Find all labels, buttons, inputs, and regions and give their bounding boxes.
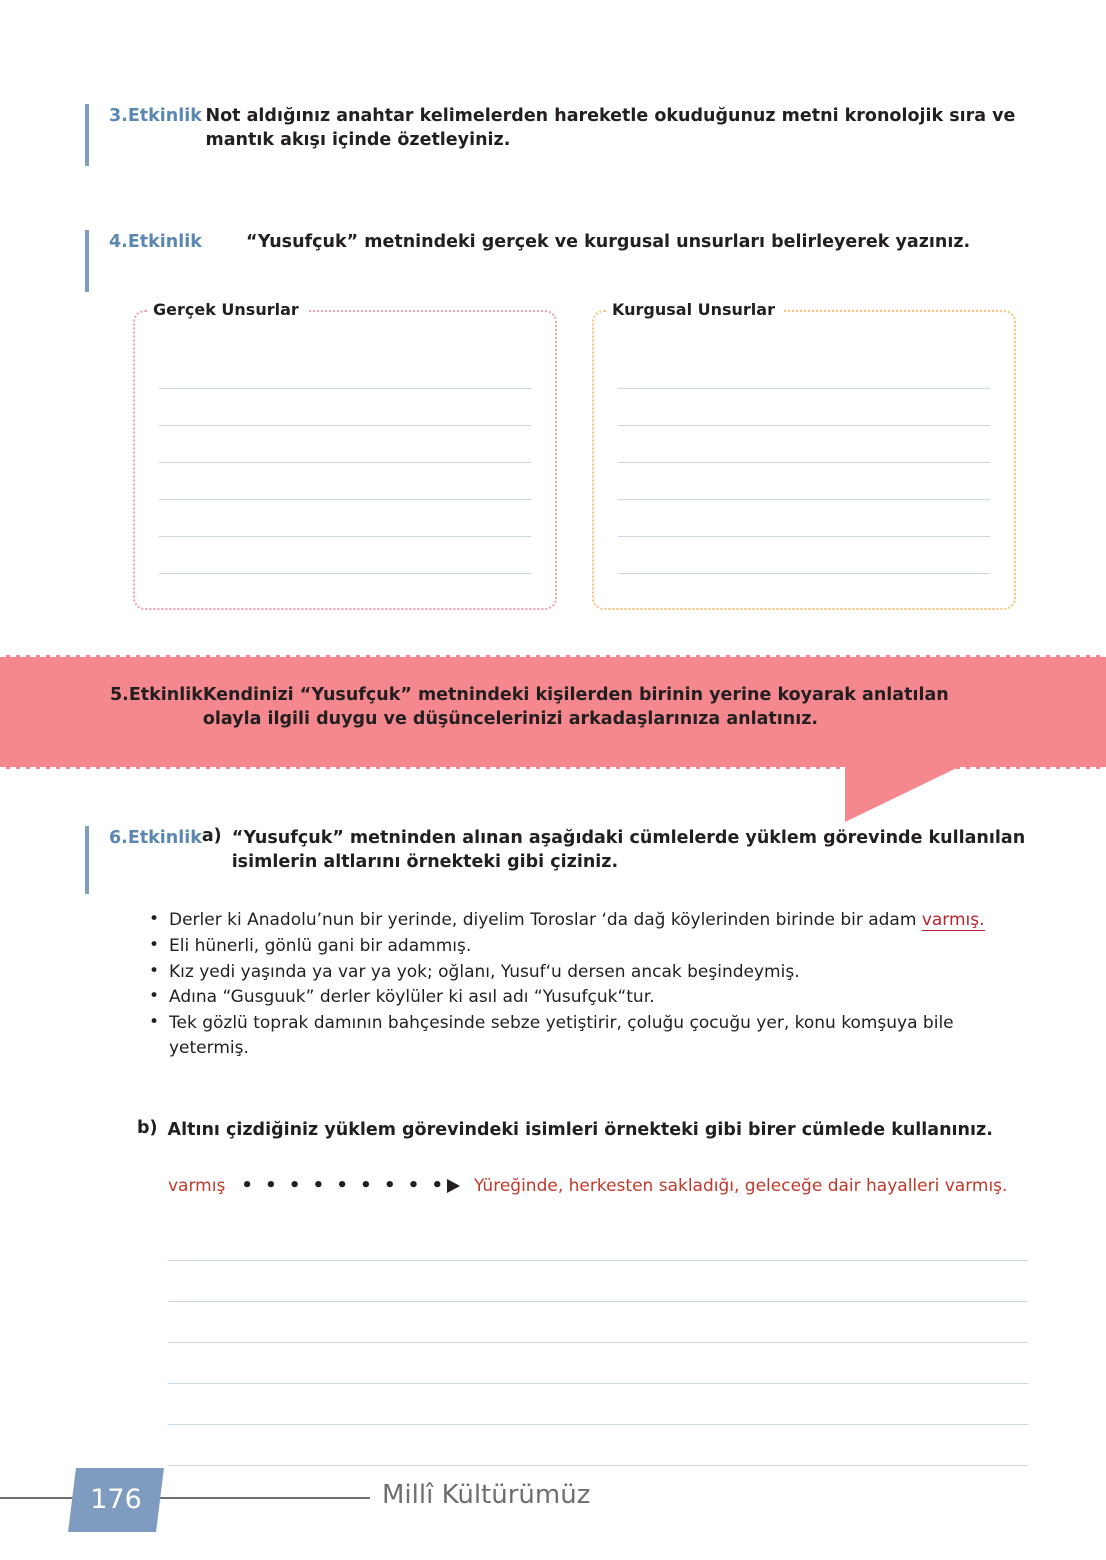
write-line[interactable] [618,352,990,389]
write-line[interactable] [168,1220,1028,1261]
activity-4 [85,230,1035,292]
activity-4-text: “Yusufçuk” metnindeki gerçek ve kurgusal unsurları belirleyerek yazınız. [246,232,971,252]
answer-box-fictional-border [592,300,1016,610]
arrow-head [447,1179,460,1193]
write-line[interactable] [618,537,990,574]
activity-3-text: Not aldığınız anahtar kelimelerden hareketle okuduğunuz metni kronolojik sıra ve mantık akışı içinde özetleyiniz. [205,106,1016,151]
example-word: varmış [168,1176,226,1196]
activity-4-label: 4.Etkinlik [109,232,202,252]
activity-6-text-a: “Yusufçuk” metninden alınan aşağıdaki cümlelerde yüklem görevinde kullanılan isimlerin altlarını örnekteki gibi çiziniz. [231,828,1026,873]
write-line[interactable] [159,537,531,574]
answer-box-real-lines[interactable] [159,352,531,574]
sentence-text: Eli hünerli, gönlü gani bir adammış. [169,935,472,956]
dotted-arrow-icon [241,1177,460,1195]
answer-box-real-title: Gerçek Unsurlar [149,300,307,319]
write-line[interactable] [168,1425,1028,1466]
activity-5-label: 5.Etkinlik [110,685,203,705]
underlined-word: varmış. [921,910,985,930]
write-line[interactable] [168,1302,1028,1343]
write-line[interactable] [159,389,531,426]
answer-box-real-border [133,300,557,610]
write-line[interactable] [618,500,990,537]
activity-5-callout-tail [845,764,965,822]
write-line[interactable] [159,463,531,500]
activity-5 [110,683,1010,731]
write-line[interactable] [159,352,531,389]
page-number-badge [68,1468,164,1532]
write-line[interactable] [159,500,531,537]
example-sentence: Yüreğinde, herkesten sakladığı, geleceğe dair hayalleri varmış. [474,1176,1008,1196]
activity-6-letter-b: b) [137,1118,158,1138]
answer-box-fictional-elements[interactable] [592,300,1016,610]
activity-5-text: Kendinizi “Yusufçuk” metnindeki kişilerden birinin yerine koyarak anlatılan olayla ilgili duygu ve düşüncelerinizi arkadaşlarınıza anlatınız. [202,685,949,730]
activity-6-letter-a: a) [201,826,222,846]
example-row [168,1176,1048,1196]
list-item [169,1011,1027,1061]
answer-box-real-elements[interactable] [133,300,557,610]
footer-title: Millî Kültürümüz [382,1480,591,1510]
activity-3 [85,104,1025,166]
activity-6-accent-bar [85,826,89,894]
write-line[interactable] [168,1261,1028,1302]
sentence-list [147,908,1027,1062]
activity-3-label: 3.Etkinlik [109,106,202,126]
write-line[interactable] [618,463,990,500]
activity-3-accent-bar [85,104,89,166]
write-line[interactable] [168,1384,1028,1425]
footer-rule [0,1497,370,1499]
activity-6-text-b: Altını çizdiğiniz yüklem görevindeki isimleri örnekteki gibi birer cümlede kullanınız. [167,1120,993,1140]
write-line[interactable] [618,389,990,426]
answer-box-fictional-title: Kurgusal Unsurlar [608,300,783,319]
activity-6 [85,826,1035,894]
answer-box-fictional-lines[interactable] [618,352,990,574]
sentence-text: Tek gözlü toprak damının bahçesinde sebze yetiştirir, çoluğu çocuğu yer, konu komşuya bile yetermiş. [169,1013,954,1059]
list-item [169,985,1027,1010]
activity-6-label: 6.Etkinlik [109,828,202,848]
sentence-text: Adına “Gusguuk” derler köylüler ki asıl adı “Yusufçuk“tur. [169,987,655,1008]
activity-6-part-b [137,1118,1027,1142]
write-line[interactable] [618,426,990,463]
activity-4-accent-bar [85,230,89,292]
sentence-text: Derler ki Anadolu’nun bir yerinde, diyelim Toroslar ‘da dağ köylerinden birinde bir adam [169,910,922,930]
list-item [169,934,1027,959]
arrow-dots: • • • • • • • • • [241,1175,446,1196]
list-item [169,908,1027,933]
write-line[interactable] [168,1343,1028,1384]
list-item [169,960,1027,985]
sentence-text: Kız yedi yaşında ya var ya yok; oğlanı, Yusuf‘u dersen ancak beşindeymiş. [169,961,800,982]
write-line[interactable] [159,426,531,463]
page-number: 176 [90,1484,142,1515]
answer-writing-lines[interactable] [168,1220,1028,1466]
